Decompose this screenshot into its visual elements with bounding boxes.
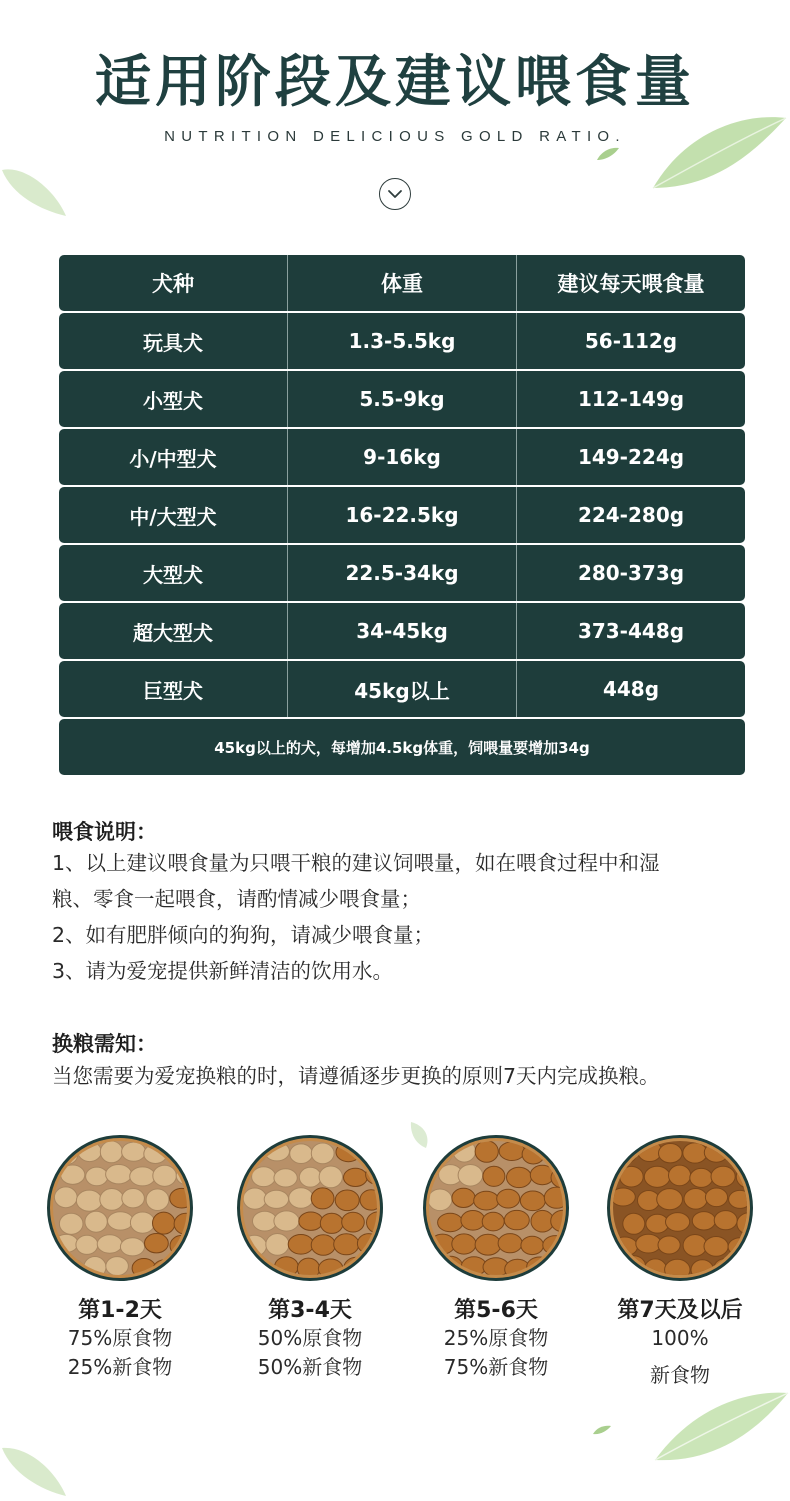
old-kibble [274,1211,299,1231]
stage-old-food: 75%原食物 [67,1326,173,1350]
table-row [59,313,745,369]
old-kibble [319,1166,342,1188]
stage-old-food: 100% [651,1326,709,1350]
switching-title: 换粮需知： [52,1032,157,1056]
new-kibble [613,1237,638,1256]
new-kibble [275,1257,299,1275]
stage-new-food: 75%新食物 [443,1355,549,1379]
page-subtitle: NUTRITION DELICIOUS GOLD RATIO. [164,128,626,145]
old-kibble [106,1165,132,1184]
new-kibble [543,1236,563,1255]
old-kibble [243,1145,266,1163]
stage-old-food: 25%原食物 [443,1326,549,1350]
old-kibble [54,1234,78,1252]
new-kibble [522,1145,544,1164]
stage-2 [235,1135,385,1382]
old-kibble [61,1165,85,1184]
breed-cell: 大型犬 [143,562,203,587]
kibble-svg [243,1141,377,1275]
new-kibble [145,1234,169,1253]
new-kibble [665,1259,690,1275]
new-kibble [368,1258,377,1275]
weight-cell: 1.3-5.5kg [287,313,516,369]
new-kibble [669,1165,691,1186]
feeding-instructions-title: 喂食说明： [52,820,157,844]
new-kibble [483,1166,505,1186]
new-kibble [620,1166,644,1187]
new-kibble [153,1212,175,1234]
new-kibble [623,1213,645,1234]
old-kibble [153,1165,177,1186]
old-kibble [299,1167,321,1187]
amount-cell: 149-224g [516,429,745,485]
new-kibble [438,1213,463,1231]
new-kibble [735,1256,747,1275]
leaf-decoration-top-left [0,160,70,220]
amount-cell: 56-112g [516,313,745,369]
old-kibble [56,1145,78,1165]
old-kibble [264,1190,288,1208]
kibble-svg [429,1141,563,1275]
old-kibble [100,1189,124,1211]
old-kibble [429,1144,452,1165]
old-kibble [59,1213,83,1234]
amount-cell: 280-373g [516,545,745,601]
new-kibble [507,1167,532,1187]
new-kibble [174,1260,187,1276]
header-weight: 体重 [287,255,516,311]
new-kibble [683,1235,707,1257]
old-kibble [243,1235,267,1256]
table-note: 45kg以上的犬，每增加4.5kg体重，饲喂量要增加34g [59,719,745,775]
new-kibble [297,1258,319,1275]
new-kibble [474,1191,499,1210]
new-kibble [344,1168,368,1186]
old-kibble [458,1165,483,1187]
header-breed: 犬种 [152,272,194,296]
feeding-instructions-list [52,845,752,989]
stage-title: 第7天及以后 [617,1298,743,1323]
old-kibble [120,1238,144,1256]
old-kibble [130,1167,156,1186]
breed-cell: 小型犬 [143,388,203,413]
new-kibble [132,1259,156,1276]
new-kibble [344,1257,369,1275]
leaf-decoration-bottom-left [0,1440,70,1500]
stage-new-food: 25%新食物 [67,1355,173,1379]
new-kibble [357,1234,377,1254]
new-kibble [498,1234,522,1253]
new-kibble [691,1260,714,1275]
old-kibble [146,1189,169,1211]
new-kibble [704,1237,728,1257]
new-kibble [504,1210,529,1229]
old-kibble [130,1212,154,1233]
weight-cell: 16-22.5kg [287,487,516,543]
feeding-item: 1、以上建议喂食量为只喂干粮的建议饲喂量，如在喂食过程中和湿 [52,851,660,875]
new-kibble [499,1142,525,1161]
new-kibble [521,1236,544,1254]
new-kibble [638,1141,662,1162]
weight-cell: 45kg以上 [287,661,516,717]
new-kibble [683,1143,707,1163]
new-kibble [430,1234,455,1254]
new-kibble [342,1212,365,1232]
stage-title: 第1-2天 [78,1298,162,1323]
new-kibble [475,1234,501,1255]
new-kibble [452,1188,475,1207]
feeding-item: 3、请为爱宠提供新鲜清洁的饮用水。 [52,959,394,983]
old-kibble [167,1144,187,1165]
amount-cell: 373-448g [516,603,745,659]
stage-4 [605,1135,755,1390]
new-kibble [692,1212,715,1230]
table-row [59,661,745,717]
leaf-decoration-small-bottom [592,1424,612,1436]
table-row [59,487,745,543]
new-kibble [704,1143,728,1162]
new-kibble [334,1234,359,1255]
weight-cell: 34-45kg [287,603,516,659]
old-kibble [122,1189,145,1208]
old-kibble [100,1141,122,1163]
new-kibble [311,1235,335,1256]
stage-title: 第3-4天 [268,1298,352,1323]
old-kibble [243,1188,266,1209]
old-kibble [290,1144,313,1164]
new-kibble [644,1259,667,1275]
table-header-row [59,255,745,311]
new-kibble [336,1143,361,1162]
new-kibble [684,1189,707,1210]
new-kibble [335,1190,359,1211]
new-kibble [644,1166,670,1187]
kibble-svg [53,1141,187,1275]
new-kibble [497,1189,520,1208]
new-kibble [520,1191,545,1211]
old-kibble [78,1142,101,1162]
old-kibble [144,1144,167,1163]
new-kibble [461,1211,485,1231]
feeding-item: 粮、零食一起喂食，请酌情减少喂食量； [52,887,421,911]
new-kibble [728,1145,747,1164]
chevron-down-icon [387,187,403,201]
breed-cell: 中/大型犬 [129,504,217,529]
new-kibble [666,1213,690,1232]
stage-new-food: 新食物 [650,1363,710,1387]
table-row [59,603,745,659]
new-kibble [714,1259,737,1275]
new-kibble [551,1258,563,1275]
table-row [59,429,745,485]
new-kibble [728,1238,747,1256]
old-kibble [253,1211,277,1231]
kibble-mix-image [423,1135,569,1281]
stage-new-food: 50%新食物 [257,1355,363,1379]
old-kibble [429,1189,452,1211]
new-kibble [153,1260,177,1275]
breed-cell: 玩具犬 [143,330,203,355]
amount-cell: 448g [516,661,745,717]
new-kibble [690,1168,713,1187]
old-kibble [108,1212,134,1230]
old-kibble [76,1190,102,1211]
old-kibble [311,1143,334,1164]
old-kibble [54,1187,77,1208]
kibble-svg [613,1141,747,1275]
old-kibble [76,1235,98,1254]
new-kibble [714,1211,737,1230]
old-kibble [249,1261,274,1275]
breed-cell: 巨型犬 [143,678,203,703]
header-daily-amount: 建议每天喂食量 [516,255,745,311]
kibble-mix-image [607,1135,753,1281]
switching-text: 当您需要为爱宠换粮的时，请遵循逐步更换的原则7天内完成换粮。 [52,1064,660,1088]
stage-1 [45,1135,195,1382]
old-kibble [252,1167,276,1187]
old-kibble [84,1257,106,1276]
new-kibble [658,1236,680,1254]
old-kibble [289,1188,314,1208]
old-kibble [265,1142,290,1161]
stage-old-food: 50%原食物 [257,1326,363,1350]
new-kibble [544,1187,563,1208]
new-kibble [475,1141,498,1162]
old-kibble [453,1141,476,1162]
stage-3 [421,1135,571,1382]
weight-cell: 5.5-9kg [287,371,516,427]
new-kibble [530,1165,554,1184]
new-kibble [614,1144,636,1164]
page-title: 适用阶段及建议喂食量 [95,50,695,115]
table-row [59,371,745,427]
amount-cell: 224-280g [516,487,745,543]
old-kibble [106,1257,129,1275]
leaf-decoration-small-right [596,146,620,162]
new-kibble [288,1235,313,1255]
feeding-item: 2、如有肥胖倾向的狗狗，请减少喂食量； [52,923,435,947]
new-kibble [729,1190,747,1208]
new-kibble [613,1188,635,1206]
scroll-down-button[interactable] [379,178,411,210]
new-kibble [636,1234,661,1253]
new-kibble [621,1256,646,1275]
leaf-decoration-top-right [648,108,788,198]
new-kibble [452,1234,476,1254]
breed-cell: 小/中型犬 [129,446,217,471]
new-kibble [527,1257,553,1275]
new-kibble [711,1166,735,1186]
old-kibble [122,1142,146,1161]
new-kibble [318,1259,343,1275]
kibble-mix-image [47,1135,193,1281]
new-kibble [438,1256,463,1275]
new-kibble [356,1144,377,1162]
old-kibble [85,1211,107,1232]
weight-cell: 22.5-34kg [287,545,516,601]
weight-cell: 9-16kg [287,429,516,485]
feeding-table [59,255,745,775]
old-kibble [60,1259,85,1275]
new-kibble [482,1212,504,1231]
new-kibble [657,1189,683,1210]
new-kibble [705,1188,727,1207]
new-kibble [542,1142,563,1161]
old-kibble [274,1169,297,1187]
old-kibble [97,1235,122,1253]
new-kibble [311,1188,334,1209]
new-kibble [299,1212,323,1230]
old-kibble [86,1167,108,1186]
leaf-decoration-bottom-right [650,1385,790,1470]
table-row [59,545,745,601]
stage-title: 第5-6天 [454,1298,538,1323]
amount-cell: 112-149g [516,371,745,427]
new-kibble [360,1190,377,1210]
kibble-mix-image [237,1135,383,1281]
new-kibble [320,1213,343,1233]
old-kibble [266,1234,289,1256]
breed-cell: 超大型犬 [133,620,213,645]
new-kibble [659,1144,683,1163]
